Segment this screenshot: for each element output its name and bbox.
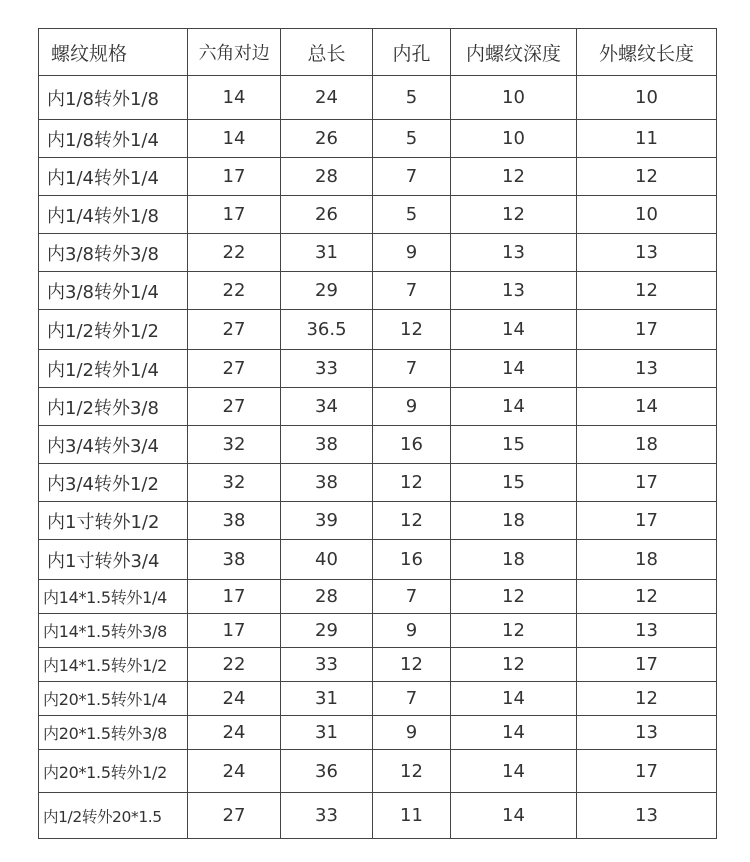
cell-inner-thread-depth: 13 bbox=[451, 234, 577, 272]
cell-thread-spec: 内3/8转外3/8 bbox=[39, 234, 188, 272]
cell-outer-thread-length: 12 bbox=[577, 272, 717, 310]
cell-total-length: 34 bbox=[281, 388, 373, 426]
cell-total-length: 38 bbox=[281, 426, 373, 464]
cell-total-length: 36 bbox=[281, 750, 373, 793]
cell-inner-hole: 7 bbox=[373, 158, 451, 196]
cell-inner-thread-depth: 12 bbox=[451, 614, 577, 648]
cell-inner-thread-depth: 12 bbox=[451, 158, 577, 196]
table-row bbox=[39, 272, 717, 310]
table-row bbox=[39, 793, 717, 839]
cell-thread-spec: 内14*1.5转外1/4 bbox=[39, 580, 188, 614]
table-row bbox=[39, 716, 717, 750]
table-row bbox=[39, 120, 717, 158]
cell-inner-hole: 12 bbox=[373, 750, 451, 793]
cell-outer-thread-length: 13 bbox=[577, 716, 717, 750]
cell-inner-hole: 7 bbox=[373, 272, 451, 310]
cell-inner-hole: 11 bbox=[373, 793, 451, 839]
cell-inner-thread-depth: 15 bbox=[451, 464, 577, 502]
cell-inner-hole: 9 bbox=[373, 388, 451, 426]
cell-total-length: 29 bbox=[281, 614, 373, 648]
cell-inner-hole: 16 bbox=[373, 426, 451, 464]
cell-outer-thread-length: 13 bbox=[577, 234, 717, 272]
thread-spec-table bbox=[38, 28, 717, 839]
cell-inner-thread-depth: 14 bbox=[451, 310, 577, 350]
cell-outer-thread-length: 17 bbox=[577, 310, 717, 350]
cell-inner-thread-depth: 15 bbox=[451, 426, 577, 464]
cell-hex-width: 27 bbox=[188, 310, 281, 350]
cell-hex-width: 17 bbox=[188, 158, 281, 196]
cell-hex-width: 17 bbox=[188, 580, 281, 614]
cell-total-length: 28 bbox=[281, 158, 373, 196]
cell-total-length: 26 bbox=[281, 196, 373, 234]
table-row bbox=[39, 580, 717, 614]
header-outer-thread-length: 外螺纹长度 bbox=[577, 29, 717, 76]
header-thread-spec: 螺纹规格 bbox=[39, 29, 188, 76]
cell-inner-hole: 9 bbox=[373, 614, 451, 648]
table-row bbox=[39, 76, 717, 120]
cell-total-length: 39 bbox=[281, 502, 373, 540]
cell-outer-thread-length: 13 bbox=[577, 350, 717, 388]
table-row bbox=[39, 350, 717, 388]
cell-outer-thread-length: 17 bbox=[577, 464, 717, 502]
cell-inner-thread-depth: 12 bbox=[451, 580, 577, 614]
cell-outer-thread-length: 18 bbox=[577, 426, 717, 464]
cell-inner-thread-depth: 10 bbox=[451, 76, 577, 120]
cell-hex-width: 17 bbox=[188, 614, 281, 648]
cell-thread-spec: 内1/8转外1/4 bbox=[39, 120, 188, 158]
cell-total-length: 33 bbox=[281, 793, 373, 839]
cell-thread-spec: 内1/2转外1/2 bbox=[39, 310, 188, 350]
cell-inner-hole: 5 bbox=[373, 120, 451, 158]
table-row bbox=[39, 682, 717, 716]
cell-outer-thread-length: 17 bbox=[577, 750, 717, 793]
cell-total-length: 24 bbox=[281, 76, 373, 120]
cell-inner-thread-depth: 14 bbox=[451, 388, 577, 426]
cell-total-length: 33 bbox=[281, 350, 373, 388]
cell-inner-thread-depth: 18 bbox=[451, 540, 577, 580]
cell-thread-spec: 内3/4转外3/4 bbox=[39, 426, 188, 464]
table-row bbox=[39, 158, 717, 196]
cell-outer-thread-length: 14 bbox=[577, 388, 717, 426]
cell-inner-hole: 12 bbox=[373, 648, 451, 682]
table-row bbox=[39, 196, 717, 234]
table-row bbox=[39, 614, 717, 648]
table-header-row bbox=[39, 29, 717, 76]
header-inner-hole: 内孔 bbox=[373, 29, 451, 76]
cell-thread-spec: 内3/4转外1/2 bbox=[39, 464, 188, 502]
cell-inner-hole: 9 bbox=[373, 234, 451, 272]
cell-inner-thread-depth: 14 bbox=[451, 750, 577, 793]
cell-thread-spec: 内1/4转外1/4 bbox=[39, 158, 188, 196]
cell-thread-spec: 内1寸转外3/4 bbox=[39, 540, 188, 580]
cell-outer-thread-length: 12 bbox=[577, 158, 717, 196]
cell-inner-hole: 7 bbox=[373, 682, 451, 716]
cell-outer-thread-length: 10 bbox=[577, 76, 717, 120]
cell-inner-thread-depth: 12 bbox=[451, 196, 577, 234]
cell-inner-thread-depth: 10 bbox=[451, 120, 577, 158]
cell-thread-spec: 内1寸转外1/2 bbox=[39, 502, 188, 540]
cell-thread-spec: 内1/2转外20*1.5 bbox=[39, 793, 188, 839]
cell-thread-spec: 内20*1.5转外1/2 bbox=[39, 750, 188, 793]
table-row bbox=[39, 234, 717, 272]
cell-total-length: 31 bbox=[281, 716, 373, 750]
cell-inner-thread-depth: 12 bbox=[451, 648, 577, 682]
cell-total-length: 28 bbox=[281, 580, 373, 614]
cell-hex-width: 14 bbox=[188, 120, 281, 158]
table-row bbox=[39, 310, 717, 350]
cell-hex-width: 14 bbox=[188, 76, 281, 120]
cell-outer-thread-length: 12 bbox=[577, 682, 717, 716]
cell-hex-width: 38 bbox=[188, 540, 281, 580]
cell-outer-thread-length: 18 bbox=[577, 540, 717, 580]
cell-outer-thread-length: 17 bbox=[577, 502, 717, 540]
cell-hex-width: 27 bbox=[188, 388, 281, 426]
cell-thread-spec: 内14*1.5转外1/2 bbox=[39, 648, 188, 682]
cell-thread-spec: 内1/2转外3/8 bbox=[39, 388, 188, 426]
cell-inner-thread-depth: 18 bbox=[451, 502, 577, 540]
cell-hex-width: 32 bbox=[188, 464, 281, 502]
cell-thread-spec: 内3/8转外1/4 bbox=[39, 272, 188, 310]
table-row bbox=[39, 750, 717, 793]
cell-outer-thread-length: 12 bbox=[577, 580, 717, 614]
cell-inner-hole: 12 bbox=[373, 502, 451, 540]
cell-total-length: 40 bbox=[281, 540, 373, 580]
header-hex-width: 六角对边 bbox=[188, 29, 281, 76]
cell-thread-spec: 内20*1.5转外1/4 bbox=[39, 682, 188, 716]
cell-hex-width: 38 bbox=[188, 502, 281, 540]
cell-inner-hole: 12 bbox=[373, 464, 451, 502]
cell-thread-spec: 内1/8转外1/8 bbox=[39, 76, 188, 120]
cell-outer-thread-length: 11 bbox=[577, 120, 717, 158]
cell-thread-spec: 内1/4转外1/8 bbox=[39, 196, 188, 234]
header-inner-thread-depth: 内螺纹深度 bbox=[451, 29, 577, 76]
cell-hex-width: 22 bbox=[188, 272, 281, 310]
cell-inner-thread-depth: 13 bbox=[451, 272, 577, 310]
cell-outer-thread-length: 17 bbox=[577, 648, 717, 682]
header-total-length: 总长 bbox=[281, 29, 373, 76]
cell-hex-width: 22 bbox=[188, 648, 281, 682]
cell-inner-thread-depth: 14 bbox=[451, 682, 577, 716]
table-row bbox=[39, 464, 717, 502]
cell-total-length: 26 bbox=[281, 120, 373, 158]
cell-total-length: 38 bbox=[281, 464, 373, 502]
cell-inner-hole: 7 bbox=[373, 350, 451, 388]
cell-thread-spec: 内14*1.5转外3/8 bbox=[39, 614, 188, 648]
table-row bbox=[39, 648, 717, 682]
cell-inner-hole: 16 bbox=[373, 540, 451, 580]
cell-total-length: 36.5 bbox=[281, 310, 373, 350]
cell-inner-thread-depth: 14 bbox=[451, 350, 577, 388]
cell-total-length: 33 bbox=[281, 648, 373, 682]
cell-thread-spec: 内1/2转外1/4 bbox=[39, 350, 188, 388]
cell-thread-spec: 内20*1.5转外3/8 bbox=[39, 716, 188, 750]
cell-hex-width: 24 bbox=[188, 750, 281, 793]
cell-hex-width: 27 bbox=[188, 793, 281, 839]
cell-outer-thread-length: 10 bbox=[577, 196, 717, 234]
cell-total-length: 29 bbox=[281, 272, 373, 310]
table-row bbox=[39, 502, 717, 540]
cell-hex-width: 24 bbox=[188, 682, 281, 716]
cell-hex-width: 22 bbox=[188, 234, 281, 272]
cell-inner-hole: 7 bbox=[373, 580, 451, 614]
table-row bbox=[39, 540, 717, 580]
cell-inner-hole: 12 bbox=[373, 310, 451, 350]
cell-outer-thread-length: 13 bbox=[577, 614, 717, 648]
cell-total-length: 31 bbox=[281, 234, 373, 272]
cell-inner-thread-depth: 14 bbox=[451, 793, 577, 839]
cell-hex-width: 32 bbox=[188, 426, 281, 464]
cell-total-length: 31 bbox=[281, 682, 373, 716]
cell-outer-thread-length: 13 bbox=[577, 793, 717, 839]
table-row bbox=[39, 426, 717, 464]
cell-hex-width: 24 bbox=[188, 716, 281, 750]
cell-inner-hole: 5 bbox=[373, 196, 451, 234]
table-row bbox=[39, 388, 717, 426]
cell-inner-hole: 5 bbox=[373, 76, 451, 120]
cell-hex-width: 27 bbox=[188, 350, 281, 388]
cell-inner-thread-depth: 14 bbox=[451, 716, 577, 750]
cell-inner-hole: 9 bbox=[373, 716, 451, 750]
cell-hex-width: 17 bbox=[188, 196, 281, 234]
